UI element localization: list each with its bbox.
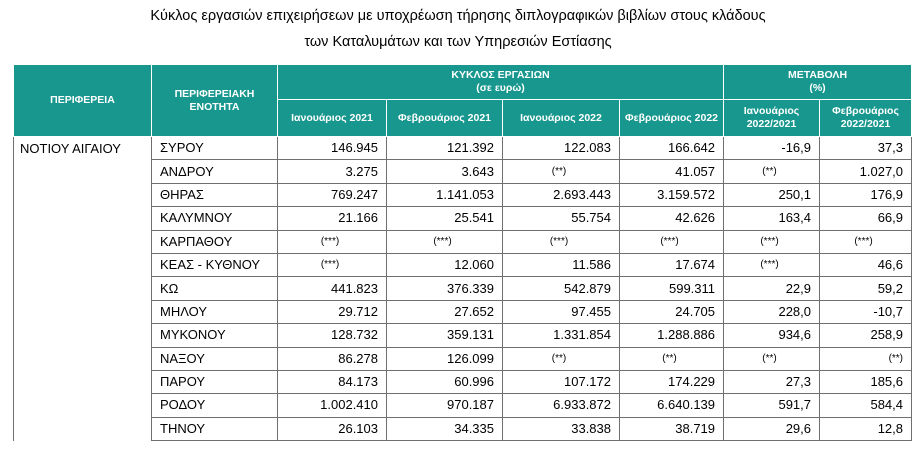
header-change-label: ΜΕΤΑΒΟΛΗ <box>788 69 848 81</box>
value-cell-jan21: 84.173 <box>278 370 387 393</box>
value-cell-jan22: 6.933.872 <box>503 394 620 417</box>
header-row-1 <box>14 65 912 100</box>
regional-unit-cell: ΣΥΡΟΥ <box>152 137 278 160</box>
value-cell-jan22: (**) <box>503 347 620 370</box>
header-regional-unit: ΠΕΡΙΦΕΡΕΙΑΚΗ ΕΝΟΤΗΤΑ <box>152 65 278 137</box>
header-jan-2021: Ιανουάριος 2021 <box>278 100 387 137</box>
regional-unit-cell: ΑΝΔΡΟΥ <box>152 160 278 183</box>
regional-unit-cell: ΚΑΡΠΑΘΟΥ <box>152 230 278 253</box>
value-cell-fch: 37,3 <box>820 137 912 160</box>
value-cell-jch: -16,9 <box>724 137 820 160</box>
regional-unit-cell: ΝΑΞΟΥ <box>152 347 278 370</box>
regional-unit-cell: ΜΥΚΟΝΟΥ <box>152 324 278 347</box>
regional-unit-cell: ΡΟΔΟΥ <box>152 394 278 417</box>
value-cell-feb21: 359.131 <box>387 324 503 347</box>
value-cell-jan21: 441.823 <box>278 277 387 300</box>
value-cell-jch: 250,1 <box>724 183 820 206</box>
region-cell: ΝΟΤΙΟΥ ΑΙΓΑΙΟΥ <box>14 137 152 441</box>
value-cell-jan21: (***) <box>278 230 387 253</box>
header-change-unit: (%) <box>809 82 826 94</box>
title-line-2: των Καταλυμάτων και των Υπηρεσιών Εστίασης <box>304 34 612 50</box>
value-cell-feb22: 166.642 <box>620 137 724 160</box>
value-cell-fch: 66,9 <box>820 207 912 230</box>
value-cell-jan22: (**) <box>503 160 620 183</box>
header-feb-2022: Φεβρουάριος 2022 <box>620 100 724 137</box>
value-cell-feb21: 970.187 <box>387 394 503 417</box>
value-cell-jan21: 86.278 <box>278 347 387 370</box>
value-cell-fch: 12,8 <box>820 417 912 440</box>
value-cell-jan21: (***) <box>278 253 387 276</box>
value-cell-feb22: 1.288.886 <box>620 324 724 347</box>
value-cell-jan21: 21.166 <box>278 207 387 230</box>
value-cell-feb22: 599.311 <box>620 277 724 300</box>
value-cell-feb22: 17.674 <box>620 253 724 276</box>
value-cell-feb22: (**) <box>620 347 724 370</box>
value-cell-fch: (**) <box>820 347 912 370</box>
header-turnover-label: ΚΥΚΛΟΣ ΕΡΓΑΣΙΩΝ <box>451 69 550 81</box>
value-cell-jan21: 1.002.410 <box>278 394 387 417</box>
regional-unit-cell: ΘΗΡΑΣ <box>152 183 278 206</box>
value-cell-jan22: 2.693.443 <box>503 183 620 206</box>
value-cell-jan22: 55.754 <box>503 207 620 230</box>
value-cell-feb22: 3.159.572 <box>620 183 724 206</box>
value-cell-jan22: 107.172 <box>503 370 620 393</box>
value-cell-feb21: 27.652 <box>387 300 503 323</box>
value-cell-jan21: 3.275 <box>278 160 387 183</box>
header-turnover <box>278 65 724 100</box>
value-cell-jch: (***) <box>724 253 820 276</box>
value-cell-fch: 258,9 <box>820 324 912 347</box>
value-cell-jan22: 542.879 <box>503 277 620 300</box>
header-jan-2022: Ιανουάριος 2022 <box>503 100 620 137</box>
value-cell-jch: 934,6 <box>724 324 820 347</box>
table-body <box>14 137 912 441</box>
value-cell-feb21: 376.339 <box>387 277 503 300</box>
value-cell-jan21: 26.103 <box>278 417 387 440</box>
header-region: ΠΕΡΙΦΕΡΕΙΑ <box>14 65 152 137</box>
value-cell-jch: 228,0 <box>724 300 820 323</box>
value-cell-fch: 1.027,0 <box>820 160 912 183</box>
value-cell-feb22: 41.057 <box>620 160 724 183</box>
value-cell-fch: 59,2 <box>820 277 912 300</box>
value-cell-feb21: (***) <box>387 230 503 253</box>
value-cell-feb21: 121.392 <box>387 137 503 160</box>
regional-unit-cell: ΚΩ <box>152 277 278 300</box>
value-cell-feb22: 42.626 <box>620 207 724 230</box>
turnover-table <box>13 64 912 441</box>
value-cell-feb21: 1.141.053 <box>387 183 503 206</box>
header-feb-change: Φεβρουάριος 2022/2021 <box>820 100 912 137</box>
value-cell-jch: 591,7 <box>724 394 820 417</box>
value-cell-feb21: 12.060 <box>387 253 503 276</box>
regional-unit-cell: ΤΗΝΟΥ <box>152 417 278 440</box>
value-cell-feb21: 60.996 <box>387 370 503 393</box>
regional-unit-cell: ΠΑΡΟΥ <box>152 370 278 393</box>
value-cell-jan21: 128.732 <box>278 324 387 347</box>
value-cell-jch: 22,9 <box>724 277 820 300</box>
regional-unit-cell: ΚΑΛΥΜΝΟΥ <box>152 207 278 230</box>
value-cell-feb21: 34.335 <box>387 417 503 440</box>
table-row <box>14 137 912 160</box>
value-cell-fch: 46,6 <box>820 253 912 276</box>
value-cell-jan22: 33.838 <box>503 417 620 440</box>
value-cell-feb21: 25.541 <box>387 207 503 230</box>
value-cell-fch: (***) <box>820 230 912 253</box>
regional-unit-cell: ΜΗΛΟΥ <box>152 300 278 323</box>
value-cell-jch: 27,3 <box>724 370 820 393</box>
value-cell-feb21: 126.099 <box>387 347 503 370</box>
value-cell-jch: 29,6 <box>724 417 820 440</box>
value-cell-jch: (***) <box>724 230 820 253</box>
value-cell-fch: 584,4 <box>820 394 912 417</box>
title-line-1: Κύκλος εργασιών επιχειρήσεων με υποχρέωση τήρησης διπλογραφικών βιβλίων στους κλάδους <box>150 8 766 24</box>
value-cell-jan22: 122.083 <box>503 137 620 160</box>
value-cell-jch: (**) <box>724 160 820 183</box>
value-cell-jan22: 1.331.854 <box>503 324 620 347</box>
value-cell-jan22: 11.586 <box>503 253 620 276</box>
regional-unit-cell: ΚΕΑΣ - ΚΥΘΝΟΥ <box>152 253 278 276</box>
header-jan-change: Ιανουάριος 2022/2021 <box>724 100 820 137</box>
value-cell-jan21: 29.712 <box>278 300 387 323</box>
value-cell-jan21: 146.945 <box>278 137 387 160</box>
value-cell-jch: (**) <box>724 347 820 370</box>
header-change <box>724 65 912 100</box>
value-cell-fch: 176,9 <box>820 183 912 206</box>
value-cell-jan21: 769.247 <box>278 183 387 206</box>
value-cell-feb22: 174.229 <box>620 370 724 393</box>
header-turnover-unit: (σε ευρώ) <box>476 82 525 94</box>
value-cell-jan22: (***) <box>503 230 620 253</box>
header-feb-2021: Φεβρουάριος 2021 <box>387 100 503 137</box>
value-cell-fch: 185,6 <box>820 370 912 393</box>
value-cell-feb22: 24.705 <box>620 300 724 323</box>
value-cell-fch: -10,7 <box>820 300 912 323</box>
value-cell-feb22: (***) <box>620 230 724 253</box>
value-cell-feb21: 3.643 <box>387 160 503 183</box>
value-cell-feb22: 38.719 <box>620 417 724 440</box>
value-cell-jch: 163,4 <box>724 207 820 230</box>
value-cell-feb22: 6.640.139 <box>620 394 724 417</box>
value-cell-jan22: 97.455 <box>503 300 620 323</box>
